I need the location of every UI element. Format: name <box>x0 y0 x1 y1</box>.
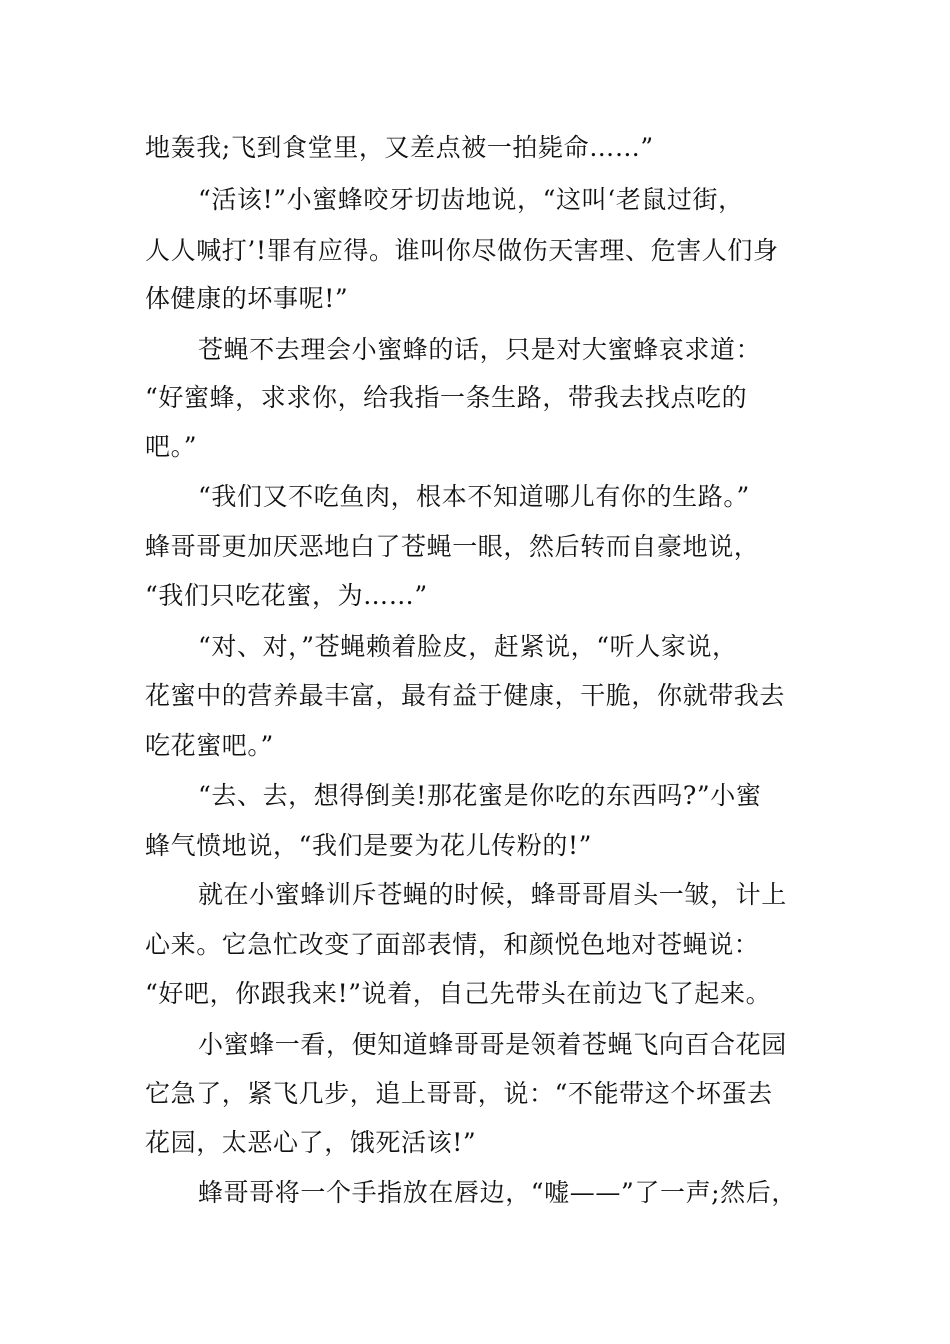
text-line: 吧。” <box>145 432 198 461</box>
text-line: 体健康的坏事呢!” <box>145 284 349 313</box>
text-line: “我们又不吃鱼肉，根本不知道哪儿有你的生路。” <box>198 482 750 511</box>
text-line: “对、对，”苍蝇赖着脸皮，赶紧说，“听人家说， <box>198 632 738 661</box>
text-line: “好吧，你跟我来!”说着，自己先带头在前边飞了起来。 <box>145 979 772 1008</box>
text-line: “活该!”小蜜蜂咬牙切齿地说，“这叫‘老鼠过街， <box>198 185 744 214</box>
text-line: 吃花蜜吧。” <box>145 731 274 760</box>
text-line: 蜂哥哥将一个手指放在唇边，“嘘——”了一声;然后， <box>198 1178 797 1207</box>
text-line: 蜂气愤地说，“我们是要为花儿传粉的!” <box>145 831 593 860</box>
text-line: 就在小蜜蜂训斥苍蝇的时候，蜂哥哥眉头一皱，计上 <box>198 880 787 909</box>
text-line: 人人喊打’!罪有应得。谁叫你尽做伤天害理、危害人们身 <box>145 236 779 265</box>
text-line: 花蜜中的营养最丰富，最有益于健康，干脆，你就带我去 <box>145 681 786 710</box>
text-line: 蜂哥哥更加厌恶地白了苍蝇一眼，然后转而自豪地说， <box>145 532 760 561</box>
text-line: 花园，太恶心了，饿死活该!” <box>145 1128 477 1157</box>
text-line: 心来。它急忙改变了面部表情，和颜悦色地对苍蝇说： <box>145 930 760 959</box>
text-line: “好蜜蜂，求求你，给我指一条生路，带我去找点吃的 <box>145 383 748 412</box>
text-line: 苍蝇不去理会小蜜蜂的话，只是对大蜜蜂哀求道： <box>198 335 762 364</box>
text-line: “去、去，想得倒美!那花蜜是你吃的东西吗?”小蜜 <box>198 781 762 810</box>
text-line: 地轰我;飞到食堂里，又差点被一拍毙命……” <box>145 133 654 162</box>
text-line: 它急了，紧飞几步，追上哥哥，说：“不能带这个坏蛋去 <box>145 1079 773 1108</box>
text-line: 小蜜蜂一看，便知道蜂哥哥是领着苍蝇飞向百合花园 <box>198 1030 787 1059</box>
text-line: “我们只吃花蜜，为……” <box>145 581 428 610</box>
